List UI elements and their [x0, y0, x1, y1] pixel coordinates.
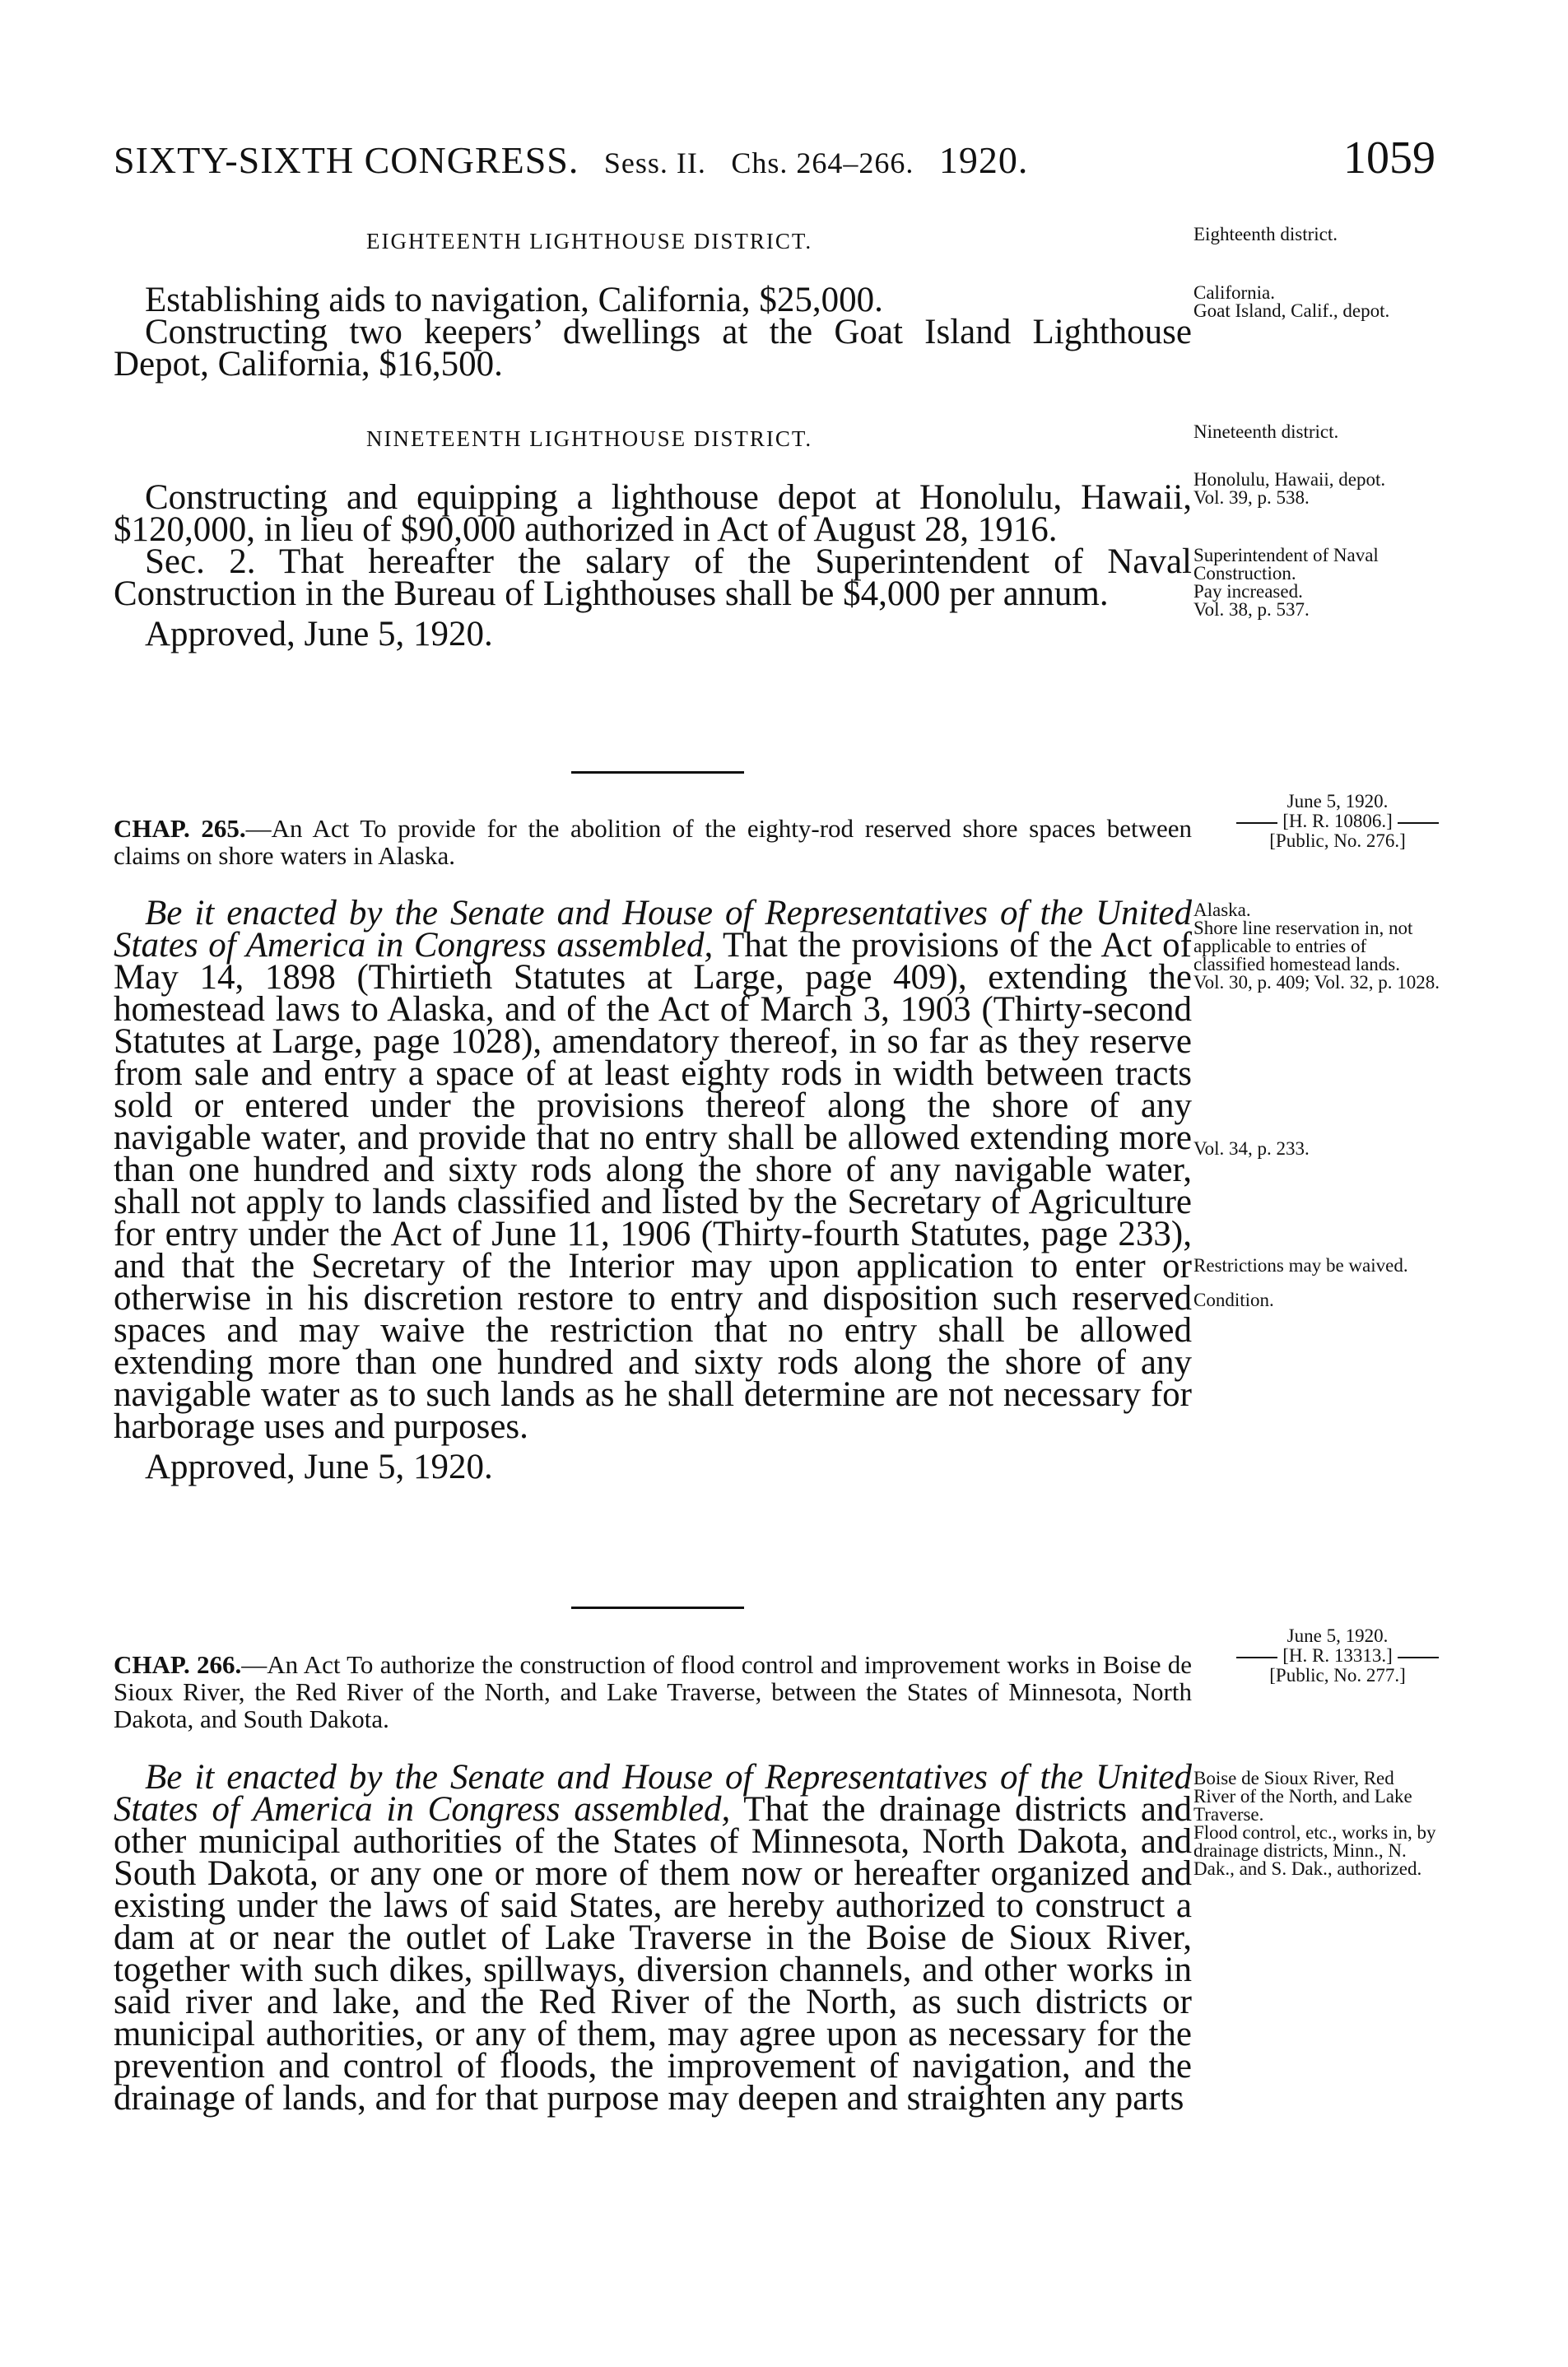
- margin-pay-increased: Pay increased.: [1193, 581, 1303, 602]
- chap266-title: [114, 1651, 1192, 1732]
- running-head-year: 1920.: [938, 139, 1029, 181]
- margin-california: California.: [1193, 282, 1275, 303]
- margin-honolulu: Honolulu, Hawaii, depot.: [1193, 469, 1386, 490]
- running-head-session: Sess. II.: [603, 146, 706, 179]
- margin-chap266-notes: [1193, 1769, 1440, 1878]
- chap266-body: [114, 1758, 1192, 2118]
- margin-chap265-notes: [1193, 901, 1440, 1309]
- chap265-bill-number: [H. R. 10806.]: [1282, 811, 1393, 831]
- chap266-body-text: That the drainage districts and other municipal authorities of the States of Minnesota, North Dakota, and South Dakota, or any one or more of them now or hereafter organized and existing under the laws of said States, are hereby authorized to construct a dam at or near the outlet of Lake Traverse in the Boise de Sioux River, together with such dikes, spillways, diversion channels, and other works in said river and lake, and the Red River of the North, as such districts or municipal authorities, or any of them, may agree upon as necessary for the prevention and control of floods, the improvement of navigation, and the drainage of lands, and for that purpose may deepen and straighten any parts: [114, 1790, 1192, 2118]
- nineteenth-body: [114, 478, 1192, 653]
- running-head-congress: SIXTY-SIXTH CONGRESS.: [114, 139, 579, 181]
- margin-restrictions: Restrictions may be waived.: [1193, 1255, 1408, 1276]
- chap265-body-text: That the provisions of the Act of May 14, 1898 (Thirtieth Statutes at Large, page 409), extending the homestead laws to Alaska, and of the Act of March 3, 1903 (Thirty-second Statutes at Large, page 1028), amendatory thereof, in so far as they reserve from sale and entry a space of at least eighty rods in width between tracts sold or entered under the provisions thereof along the shore of any navigable water, and provide that no entry shall be allowed extending more than one hundred and sixty rods along the shore of any navigable water, shall not apply to lands classified and listed by the Secretary of Agriculture for entry under the Act of June 11, 1906 (Thirty-fourth Statutes, page 233), and that the Secretary of the Interior may upon application to enter or otherwise in his discretion restore to entry and disposition such reserved spaces and may waive the restriction that no entry shall be allowed extending more than one hundred and sixty rods along the shore of any navigable water as to such lands as he shall determine are not necessary for harborage uses and purposes.: [114, 926, 1192, 1446]
- margin-vol-39: Vol. 39, p. 538.: [1193, 487, 1310, 508]
- eighteenth-para-2: Constructing two keepers’ dwellings at the Goat Island Lighthouse Depot, California, $16,500.: [114, 313, 1192, 384]
- margin-eighteenth: Eighteenth district.: [1193, 224, 1338, 244]
- chap265-body: [114, 894, 1192, 1486]
- page-number: 1059: [1343, 133, 1435, 184]
- chap266-date: June 5, 1920.: [1287, 1625, 1389, 1646]
- margin-goat-island: Goat Island, Calif., depot.: [1193, 300, 1390, 321]
- chap265-enacting-clause: Be it enacted by the Senate and House of Representatives of the United States of America in Congress assembled,: [114, 894, 1192, 965]
- chap265-date: June 5, 1920.: [1287, 791, 1389, 811]
- chap265-bill: [1202, 811, 1473, 831]
- chap266-label: CHAP. 266.: [114, 1650, 242, 1679]
- margin-eighteenth-notes: [1193, 284, 1440, 320]
- chap265-date-block: [1202, 792, 1473, 851]
- nineteenth-para-2: Sec. 2. That hereafter the salary of the Superintendent of Naval Construction in the Bureau of Lighthouses shall be $4,000 per annum.: [114, 542, 1192, 613]
- eighteenth-heading: EIGHTEENTH LIGHTHOUSE DISTRICT.: [366, 229, 813, 253]
- chap265-label: CHAP. 265.: [114, 814, 246, 843]
- chap266-enacting-clause: Be it enacted by the Senate and House of Representatives of the United States of America in Congress assembled,: [114, 1758, 1192, 1829]
- chap266-title-text: —An Act To authorize the construction of flood control and improvement works in Boise de Sioux River, the Red River of the North, and Lake Traverse, between the States of Minnesota, North Dakota, and South Dakota.: [114, 1650, 1192, 1733]
- eighteenth-body: [114, 281, 1192, 384]
- margin-nineteenth: Nineteenth district.: [1193, 421, 1339, 442]
- running-head-chapters: Chs. 264–266.: [731, 146, 914, 179]
- margin-vol-34: Vol. 34, p. 233.: [1193, 1138, 1310, 1159]
- eighteenth-para-1: Establishing aids to navigation, California, $25,000.: [145, 281, 883, 319]
- chap266-bill: [1202, 1646, 1473, 1666]
- nineteenth-para-1: Constructing and equipping a lighthouse depot at Honolulu, Hawaii, $120,000, in lieu of $90,000 authorized in Act of August 28, 1916.: [114, 478, 1192, 549]
- margin-shore-line: Shore line reservation in, not applicable to entries of classified homestead lands.: [1193, 918, 1413, 974]
- margin-vol-30: Vol. 30, p. 409; Vol. 32, p. 1028.: [1193, 972, 1440, 993]
- section-divider-1: [571, 771, 744, 774]
- section-divider-2: [571, 1607, 744, 1609]
- running-head: [114, 138, 1028, 182]
- margin-flood-control: Flood control, etc., works in, by drainage districts, Minn., N. Dak., and S. Dak., authorized.: [1193, 1822, 1436, 1879]
- margin-nineteenth-notes: [1193, 471, 1440, 619]
- margin-alaska: Alaska.: [1193, 900, 1251, 920]
- chap266-date-block: [1202, 1626, 1473, 1686]
- chap265-public: [Public, No. 276.]: [1269, 830, 1406, 851]
- margin-superintendent: Superintendent of Naval Construction.: [1193, 545, 1379, 584]
- chap266-public: [Public, No. 277.]: [1269, 1665, 1406, 1686]
- chap266-bill-number: [H. R. 13313.]: [1282, 1645, 1393, 1666]
- chap265-title-text: —An Act To provide for the abolition of the eighty-rod reserved shore spaces between claims on shore waters in Alaska.: [114, 814, 1193, 870]
- margin-condition: Condition.: [1193, 1290, 1274, 1310]
- margin-boise-de-sioux: Boise de Sioux River, Red River of the North, and Lake Traverse.: [1193, 1768, 1412, 1825]
- margin-vol-38: Vol. 38, p. 537.: [1193, 599, 1310, 620]
- nineteenth-approved: Approved, June 5, 1920.: [145, 615, 493, 653]
- nineteenth-heading: NINETEENTH LIGHTHOUSE DISTRICT.: [366, 426, 813, 451]
- chap265-approved: Approved, June 5, 1920.: [145, 1448, 493, 1486]
- chap265-title: [114, 815, 1192, 869]
